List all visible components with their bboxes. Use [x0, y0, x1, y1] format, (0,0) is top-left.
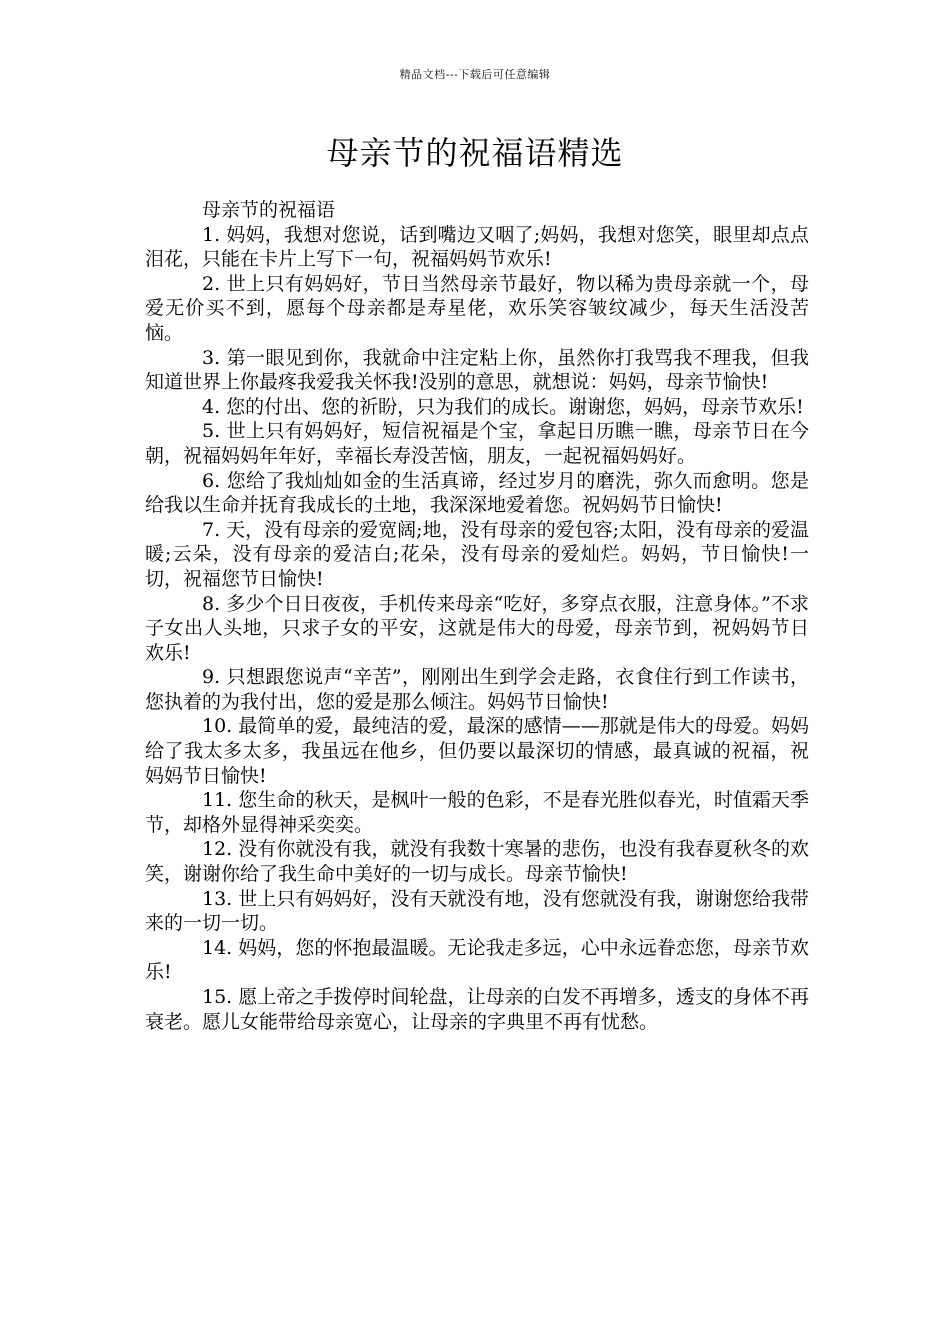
list-item: 14. 妈妈，您的怀抱最温暖。无论我走多远，心中永远眷恋您，母亲节欢乐! — [145, 936, 809, 984]
list-item: 5. 世上只有妈妈好，短信祝福是个宝，拿起日历瞧一瞧，母亲节日在今朝，祝福妈妈年年好，幸福长寿没苦恼，朋友，一起祝福妈妈好。 — [145, 420, 809, 467]
list-item: 4. 您的付出、您的祈盼，只为我们的成长。谢谢您，妈妈，母亲节欢乐! — [202, 395, 804, 418]
list-item: 13. 世上只有妈妈好，没有天就没有地，没有您就没有我，谢谢您给我带来的一切一切。 — [145, 887, 809, 935]
list-item: 11. 您生命的秋天，是枫叶一般的色彩，不是春光胜似春光，时值霜天季节，却格外显得神采奕奕。 — [145, 789, 809, 836]
list-item: 15. 愿上帝之手拨停时间轮盘，让母亲的白发不再增多，透支的身体不再衰老。愿儿女能带给母亲宽心，让母亲的字典里不再有忧愁。 — [145, 986, 809, 1033]
list-item: 1. 妈妈，我想对您说，话到嘴边又咽了;妈妈，我想对您笑，眼里却点点泪花，只能在卡片上写下一句，祝福妈妈节欢乐! — [145, 223, 809, 271]
list-item: 3. 第一眼见到你，我就命中注定粘上你，虽然你打我骂我不理我，但我知道世界上你最疼我爱我关怀我!没别的意思，就想说：妈妈，母亲节愉快! — [145, 346, 809, 394]
list-item: 7. 天，没有母亲的爱宽阔;地，没有母亲的爱包容;太阳，没有母亲的爱温暖;云朵，没有母亲的爱洁白;花朵，没有母亲的爱灿烂。妈妈，节日愉快!一切，祝福您节日愉快! — [145, 518, 809, 590]
page-title: 母亲节的祝福语精选 — [326, 134, 624, 172]
list-item: 12. 没有你就没有我，就没有我数十寒暑的悲伤，也没有我春夏秋冬的欢笑，谢谢你给了我生命中美好的一切与成长。母亲节愉快! — [145, 838, 809, 886]
section-heading: 母亲节的祝福语 — [202, 199, 336, 221]
header-note: 精品文档---下载后可任意编辑 — [399, 68, 551, 81]
document-body — [145, 198, 809, 1034]
list-item: 6. 您给了我灿灿如金的生活真谛，经过岁月的磨洗，弥久而愈明。您是给我以生命并抚育我成长的土地，我深深地爱着您。祝妈妈节日愉快! — [145, 469, 809, 517]
list-item: 8. 多少个日日夜夜，手机传来母亲“吃好，多穿点衣服，注意身体。”不求子女出人头地，只求子女的平安，这就是伟大的母爱，母亲节到，祝妈妈节日欢乐! — [145, 592, 809, 664]
list-item: 10. 最简单的爱，最纯洁的爱，最深的感情——那就是伟大的母爱。妈妈给了我太多太多，我虽远在他乡，但仍要以最深切的情感，最真诚的祝福，祝妈妈节日愉快! — [145, 715, 809, 787]
list-item: 2. 世上只有妈妈好，节日当然母亲节最好，物以稀为贵母亲就一个，母爱无价买不到，愿每个母亲都是寿星佬，欢乐笑容皱纹减少，每天生活没苦恼。 — [145, 272, 809, 344]
list-item: 9. 只想跟您说声“辛苦”，刚刚出生到学会走路，衣食住行到工作读书，您执着的为我付出，您的爱是那么倾注。妈妈节日愉快! — [145, 666, 809, 713]
